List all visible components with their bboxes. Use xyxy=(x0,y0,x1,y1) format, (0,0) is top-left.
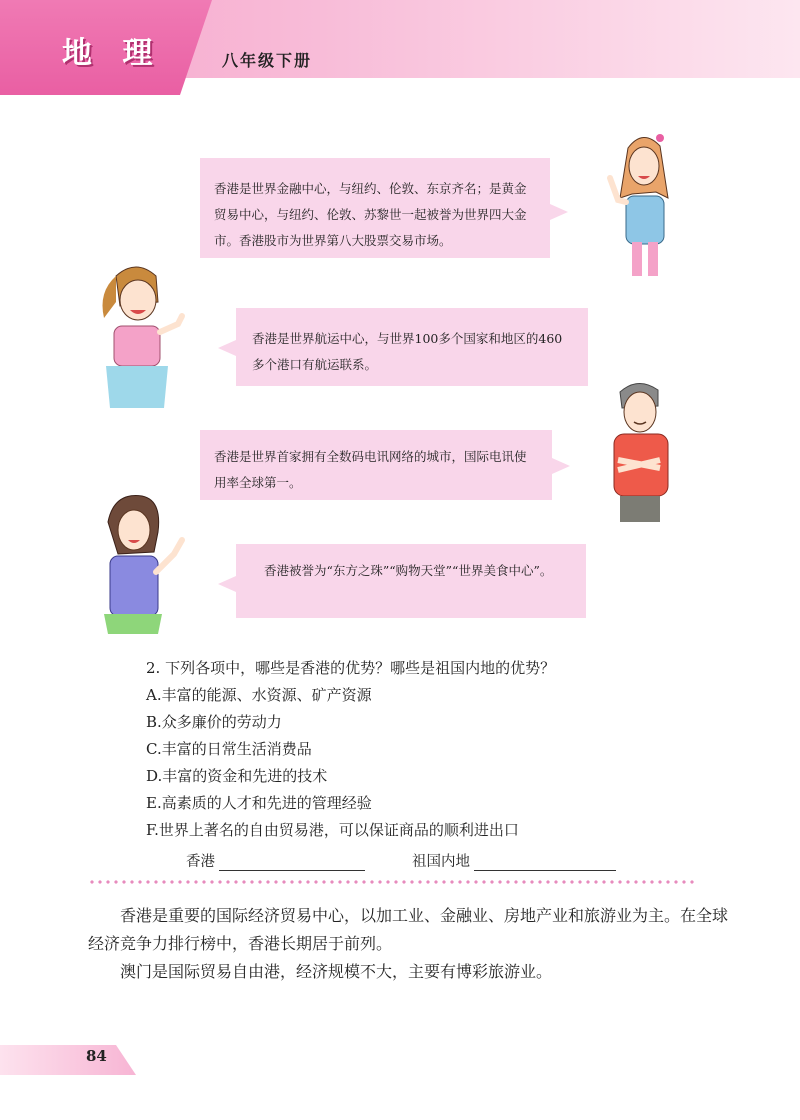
answer-label-mainland: 祖国内地 xyxy=(412,854,470,870)
answer-label-hongkong: 香港 xyxy=(186,854,215,870)
answer-mainland xyxy=(412,850,616,871)
bubble-text: 香港是世界首家拥有全数码电讯网络的城市，国际电讯使用率全球第一。 xyxy=(214,449,527,490)
answer-hongkong xyxy=(186,850,365,871)
bubble-tail xyxy=(550,204,568,220)
option-b: B.众多廉价的劳动力 xyxy=(146,713,282,731)
question-title: 2. 下列各项中，哪些是香港的优势？哪些是祖国内地的优势？ xyxy=(146,659,556,677)
page-number: 84 xyxy=(86,1047,107,1065)
option-f: F.世界上著名的自由贸易港，可以保证商品的顺利进出口 xyxy=(146,821,519,839)
option-e: E.高素质的人才和先进的管理经验 xyxy=(146,794,372,812)
bubble-text: 香港是世界航运中心，与世界100多个国家和地区的460多个港口有航运联系。 xyxy=(252,331,563,372)
girl-long-hair-illustration xyxy=(598,128,688,278)
dotted-divider xyxy=(88,880,696,884)
option-c: C.丰富的日常生活消费品 xyxy=(146,740,312,758)
speech-bubble-reputation xyxy=(236,544,586,618)
girl-short-hair-illustration xyxy=(96,492,196,640)
speech-bubble-finance xyxy=(200,158,550,258)
paragraph-macau: 澳门是国际贸易自由港，经济规模不大，主要有博彩旅游业。 xyxy=(120,964,553,981)
option-d: D.丰富的资金和先进的技术 xyxy=(146,767,328,785)
grade-label: 八年级下册 xyxy=(222,51,313,70)
page-number-tab xyxy=(0,1045,136,1075)
bubble-tail xyxy=(552,458,570,474)
question-block xyxy=(146,655,746,844)
speech-bubble-shipping xyxy=(236,308,588,386)
paragraph-hongkong: 香港是重要的国际经济贸易中心，以加工业、金融业、房地产业和旅游业为主。在全球经济竞争力排行榜中，香港长期居于前列。 xyxy=(88,908,729,953)
subject-title: 地 理 xyxy=(62,36,163,71)
answer-blank-mainland[interactable] xyxy=(474,854,616,871)
answer-blank-hongkong[interactable] xyxy=(219,854,365,871)
bubble-tail xyxy=(218,340,236,356)
speech-bubble-telecom xyxy=(200,430,552,500)
option-a: A.丰富的能源、水资源、矿产资源 xyxy=(146,686,372,704)
page-header xyxy=(0,0,800,95)
bubble-tail xyxy=(218,576,236,592)
girl-ponytail-illustration xyxy=(96,262,196,410)
bubble-text: 香港被誉为“东方之珠”“购物天堂”“世界美食中心”。 xyxy=(264,563,553,578)
bubble-text: 香港是世界金融中心，与纽约、伦敦、东京齐名；是黄金贸易中心，与纽约、伦敦、苏黎世一起被誉为世界四大金市。香港股市为世界第八大股票交易市场。 xyxy=(214,181,527,248)
boy-illustration xyxy=(608,378,672,524)
